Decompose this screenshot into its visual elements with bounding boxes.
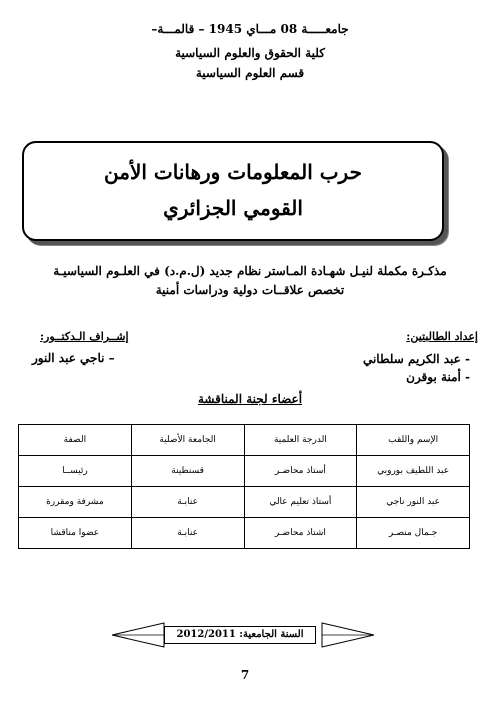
table-cell: رئيســا xyxy=(19,456,132,487)
table-header-row xyxy=(19,425,470,456)
memo-description xyxy=(0,262,500,300)
supervisor-label: إشــراف الـدكتــور: xyxy=(40,330,129,343)
memo-line-2: تخصص علاقــات دولية ودراسات أمنية xyxy=(155,283,345,297)
table-cell: قسنطينة xyxy=(131,456,244,487)
student-name-1: - عبد الكريم سلطاني xyxy=(362,352,470,366)
table-row xyxy=(19,487,470,518)
table-row xyxy=(19,518,470,549)
table-cell: عنابـة xyxy=(131,487,244,518)
academic-year-banner xyxy=(112,621,374,649)
jury-table xyxy=(18,424,470,549)
academic-year: السنة الجامعية: 2012/2011 xyxy=(164,626,316,644)
student-name-2: - أمنة بوقرن xyxy=(406,370,470,384)
table-row xyxy=(19,456,470,487)
table-cell: اشتاذ محاضـر xyxy=(244,518,357,549)
table-cell: عبد النور ناجي xyxy=(357,487,470,518)
table-cell: مشرفة ومقررة xyxy=(19,487,132,518)
university-header xyxy=(0,21,500,81)
table-cell: عضوا مناقشا xyxy=(19,518,132,549)
memo-line-1: مذكـرة مكملة لنيـل شهـادة المـاستر نظام جديد (ل.م.د) في العلـوم السياسيـة xyxy=(53,264,447,278)
title-line-1: حرب المعلومات ورهانات الأمن xyxy=(104,160,362,184)
university-name: جامعـــــة 08 مـــاي 1945 – قالمـــة– xyxy=(151,22,349,36)
faculty-name: كلية الحقوق والعلوم السياسية xyxy=(175,46,325,60)
page-number: 7 xyxy=(240,668,250,682)
students-label: إعداد الطالبتين: xyxy=(406,330,478,343)
header-cell: الإسم واللقب xyxy=(357,425,470,456)
title-line-2: القومي الجزائري xyxy=(163,196,303,220)
header-cell: الدرجة العلمية xyxy=(244,425,357,456)
table-cell: أستاذ تعليم عالي xyxy=(244,487,357,518)
table-cell: عبد اللطيف بوروبي xyxy=(357,456,470,487)
department-name: قسم العلوم السياسية xyxy=(195,66,305,80)
table-cell: جـمال منصـر xyxy=(357,518,470,549)
table-cell: عنابـة xyxy=(131,518,244,549)
title-box xyxy=(22,141,444,241)
jury-title: أعضاء لجنة المناقشة xyxy=(197,392,303,406)
header-cell: الصفة xyxy=(19,425,132,456)
table-cell: أستاذ محاضـر xyxy=(244,456,357,487)
supervisor-name: – ناجي عبد النور xyxy=(32,351,115,365)
header-cell: الجامعة الأصلية xyxy=(131,425,244,456)
